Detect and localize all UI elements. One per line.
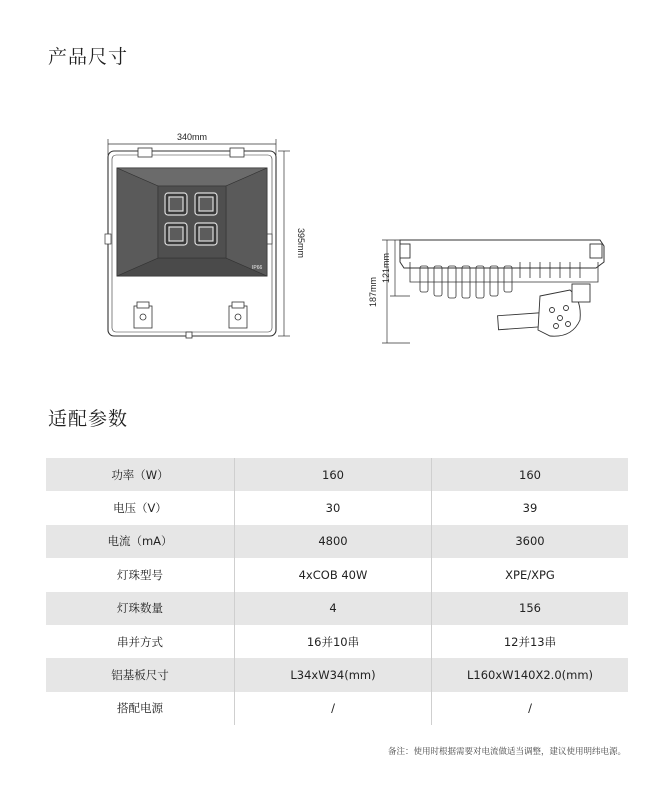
row-value-1: 4 (235, 592, 432, 625)
section-title-parameters: 适配参数 (48, 408, 129, 430)
row-label: 功率（W） (46, 458, 235, 491)
row-value-1: 30 (235, 491, 432, 524)
table-row (46, 592, 628, 625)
section-title-dimensions: 产品尺寸 (48, 46, 129, 68)
table-row (46, 458, 628, 491)
front-view (105, 139, 290, 338)
table-row (46, 692, 628, 725)
row-value-2: 160 (432, 458, 629, 491)
side-view (382, 240, 604, 343)
table-row (46, 658, 628, 691)
row-label: 电压（V） (46, 491, 235, 524)
side-inner-dim-label: 121mm (381, 252, 391, 284)
row-label: 搭配电源 (46, 692, 235, 725)
row-value-2: 12并13串 (432, 625, 629, 658)
spec-table (46, 458, 628, 725)
row-label: 串并方式 (46, 625, 235, 658)
row-value-1: 4800 (235, 525, 432, 558)
table-row (46, 558, 628, 591)
table-row (46, 491, 628, 524)
row-value-1: 16并10串 (235, 625, 432, 658)
row-label: 电流（mA） (46, 525, 235, 558)
row-value-1: / (235, 692, 432, 725)
row-value-1: L34xW34(mm) (235, 658, 432, 691)
mount-brackets (134, 302, 247, 338)
table-row (46, 625, 628, 658)
row-value-2: 3600 (432, 525, 629, 558)
row-label: 灯珠型号 (46, 558, 235, 591)
width-dim-label: 340mm (176, 132, 208, 142)
ip-rating-label: IP66 (252, 265, 263, 271)
row-label: 灯珠数量 (46, 592, 235, 625)
side-total-dim-label: 187mm (368, 276, 378, 308)
row-value-2: 39 (432, 491, 629, 524)
footnote: 备注：使用时根据需要对电流做适当调整，建议使用明纬电源。 (387, 747, 626, 757)
row-value-2: 156 (432, 592, 629, 625)
table-row (46, 525, 628, 558)
row-value-2: L160xW140X2.0(mm) (432, 658, 629, 691)
row-value-1: 4xCOB 40W (235, 558, 432, 591)
height-dim-label: 395mm (296, 227, 306, 259)
row-value-1: 160 (235, 458, 432, 491)
row-value-2: / (432, 692, 629, 725)
row-label: 铝基板尺寸 (46, 658, 235, 691)
row-value-2: XPE/XPG (432, 558, 629, 591)
